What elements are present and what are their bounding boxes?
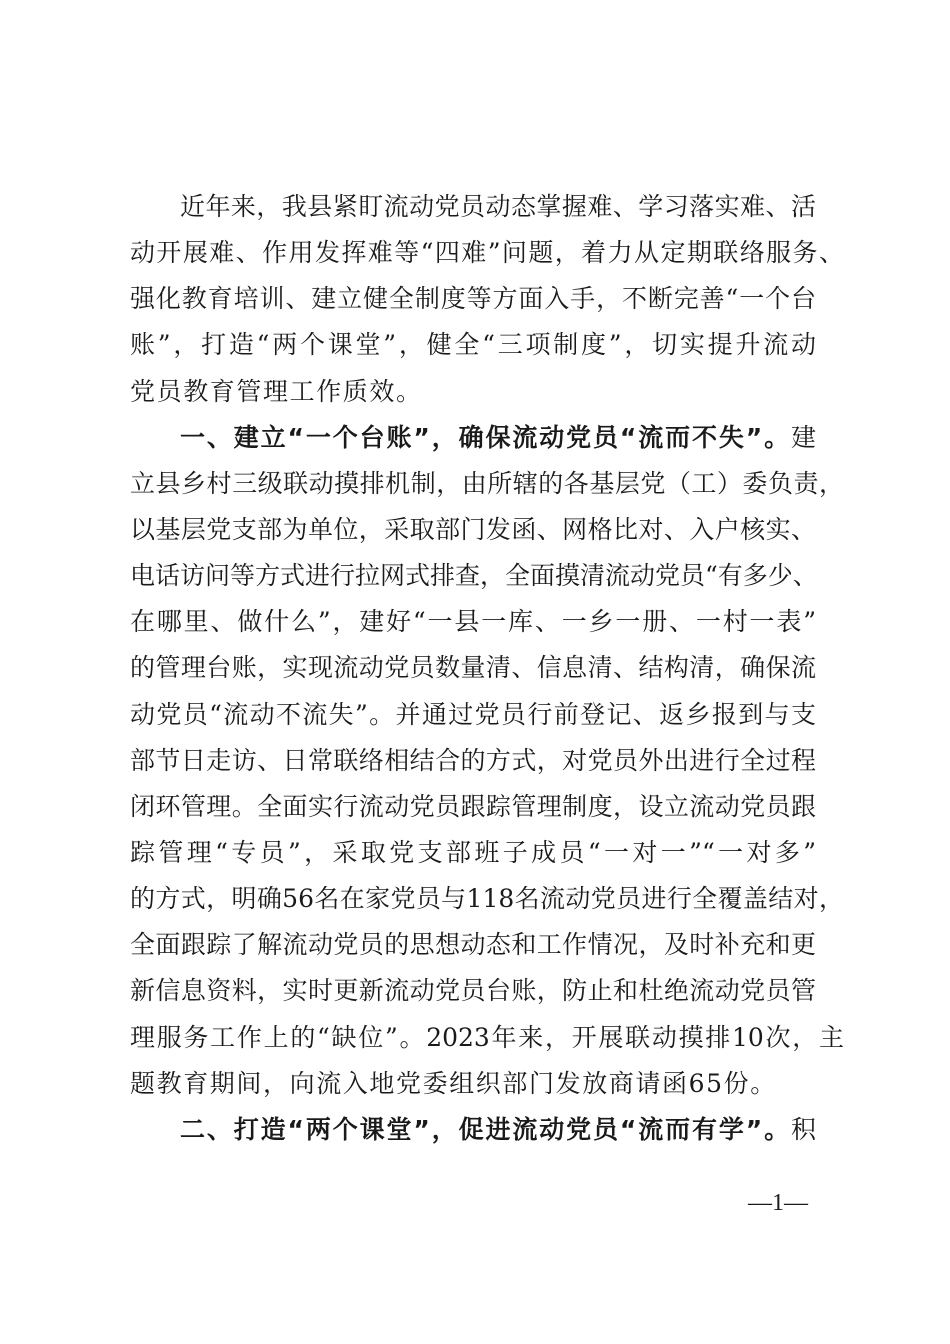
text-line: [130, 230, 844, 276]
paragraph: [130, 1107, 816, 1153]
text-line: [130, 692, 816, 738]
text-line: [130, 738, 816, 784]
line-text: 部节日走访、日常联络相结合的方式，对党员外出进行全过程: [130, 745, 816, 775]
text-line: [130, 276, 816, 322]
line-text: 强化教育培训、建立健全制度等方面入手，不断完善“一个台: [130, 284, 816, 314]
line-text: 建: [790, 422, 816, 452]
line-text: 闭环管理。全面实行流动党员跟踪管理制度，设立流动党员跟: [130, 791, 816, 821]
text-line: [130, 968, 816, 1014]
text-line: [130, 553, 816, 599]
line-text: 党员教育管理工作质效。: [130, 376, 423, 406]
line-text: 新信息资料，实时更新流动党员台账，防止和杜绝流动党员管: [130, 976, 816, 1006]
document-body: [130, 184, 844, 1153]
line-text: 在哪里、做什么”，建好“一县一库、一乡一册、一村一表”: [130, 607, 816, 637]
text-line: [130, 830, 816, 876]
text-line: [130, 922, 816, 968]
line-text: 电话访问等方式进行拉网式排查，全面摸清流动党员“有多少、: [130, 561, 818, 591]
page-number: —1—: [748, 1190, 808, 1216]
section-heading: 二、打造“两个课堂”，促进流动党员“流而有学”。: [180, 1114, 791, 1144]
text-line: [130, 369, 816, 415]
text-line: [130, 645, 816, 691]
paragraph: [130, 184, 844, 415]
line-text: 近年来，我县紧盯流动党员动态掌握难、学习落实难、活: [180, 192, 816, 221]
line-text: 积: [790, 1114, 816, 1144]
line-text: 以基层党支部为单位，采取部门发函、网格比对、入户核实、: [130, 514, 816, 544]
line-text: 全面跟踪了解流动党员的思想动态和工作情况，及时补充和更: [130, 930, 816, 960]
paragraph: [130, 415, 844, 1107]
line-text: 账”，打造“两个课堂”，健全“三项制度”，切实提升流动: [130, 330, 816, 360]
text-line: [130, 1015, 844, 1061]
line-text: 立县乡村三级联动摸排机制，由所辖的各基层党（工）委负责，: [130, 468, 844, 498]
text-line: [130, 184, 816, 230]
text-line: [130, 1061, 816, 1107]
line-text: 的方式，明确56名在家党员与118名流动党员进行全覆盖结对，: [130, 884, 844, 914]
text-line: [130, 507, 816, 553]
line-text: 理服务工作上的“缺位”。2023年来，开展联动摸排10次，主: [130, 1022, 844, 1052]
text-line: [130, 876, 844, 922]
text-line: [130, 415, 816, 461]
line-text: 踪管理“专员”，采取党支部班子成员“一对一”“一对多”: [130, 837, 816, 867]
line-text: 的管理台账，实现流动党员数量清、信息清、结构清，确保流: [130, 653, 816, 683]
section-heading: 一、建立“一个台账”，确保流动党员“流而不失”。: [180, 422, 791, 452]
line-text: 题教育期间，向流入地党委组织部门发放商请函65份。: [130, 1068, 777, 1098]
text-line: [130, 1107, 816, 1153]
line-text: 动党员“流动不流失”。并通过党员行前登记、返乡报到与支: [130, 699, 816, 729]
line-text: 动开展难、作用发挥难等“四难”问题，着力从定期联络服务、: [130, 238, 844, 268]
text-line: [130, 784, 816, 830]
text-line: [130, 599, 816, 645]
text-line: [130, 322, 816, 368]
text-line: [130, 461, 844, 507]
